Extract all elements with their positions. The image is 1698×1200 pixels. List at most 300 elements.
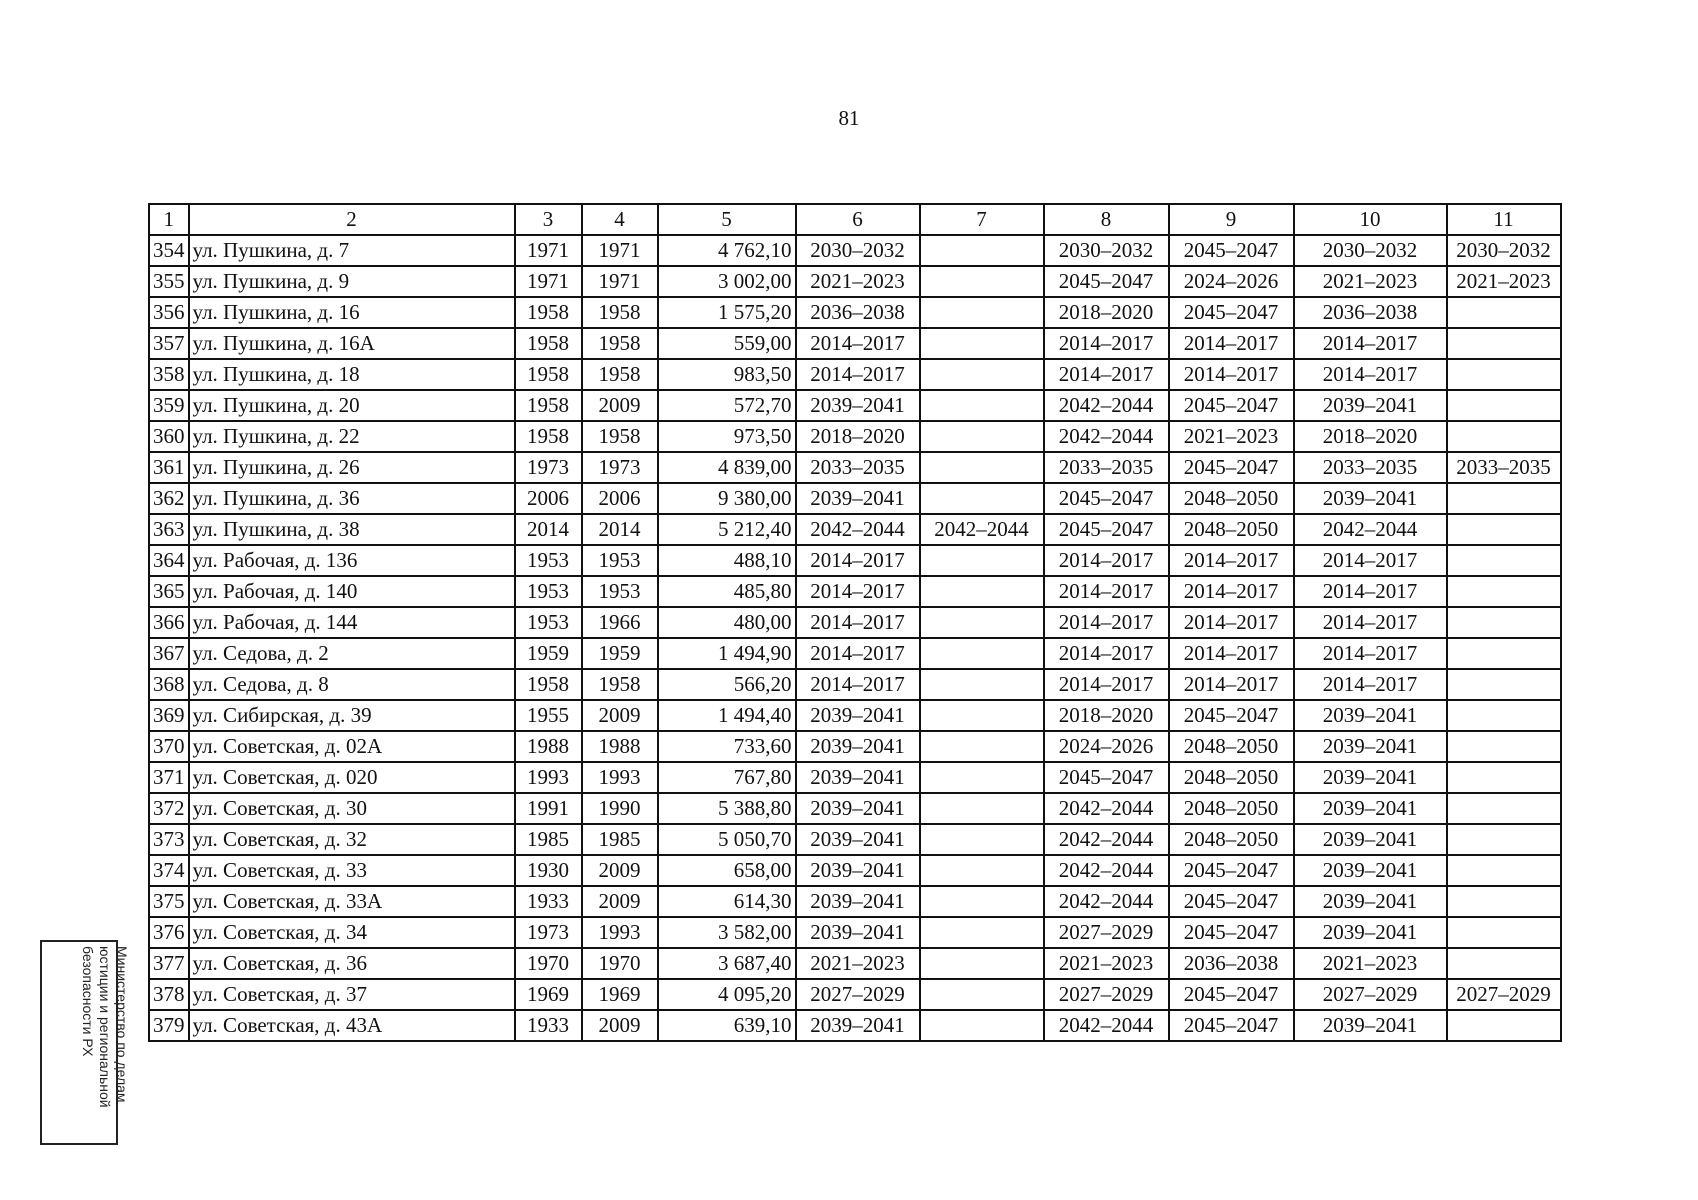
table-cell (920, 297, 1044, 328)
table-cell (1447, 731, 1561, 762)
table-cell: ул. Советская, д. 33 (189, 855, 515, 886)
table-cell: 2045–2047 (1044, 762, 1169, 793)
table-cell (1447, 700, 1561, 731)
table-row (149, 793, 1561, 824)
table-row (149, 514, 1561, 545)
table-cell (920, 917, 1044, 948)
table-cell: 2009 (582, 886, 658, 917)
table-cell: 2014–2017 (1044, 607, 1169, 638)
table-cell: ул. Рабочая, д. 136 (189, 545, 515, 576)
table-cell: 2039–2041 (1294, 700, 1447, 731)
column-header: 1 (149, 204, 189, 235)
table-cell: 2014–2017 (1294, 669, 1447, 700)
table-cell: 2045–2047 (1169, 855, 1294, 886)
table-cell: 2039–2041 (1294, 855, 1447, 886)
table-cell: ул. Пушкина, д. 18 (189, 359, 515, 390)
table-cell: 1953 (515, 576, 582, 607)
table-cell: 2014–2017 (1169, 545, 1294, 576)
table-cell: 370 (149, 731, 189, 762)
table-cell: 369 (149, 700, 189, 731)
table-cell: 5 388,80 (658, 793, 796, 824)
table-cell (1447, 514, 1561, 545)
table-cell: 2014–2017 (1044, 359, 1169, 390)
table-cell: 2045–2047 (1169, 235, 1294, 266)
table-cell: 1933 (515, 886, 582, 917)
table-cell: 1985 (515, 824, 582, 855)
table-cell: 367 (149, 638, 189, 669)
table-row (149, 421, 1561, 452)
table-cell: 2045–2047 (1044, 266, 1169, 297)
table-row (149, 452, 1561, 483)
table-cell: 2048–2050 (1169, 731, 1294, 762)
table-cell: 2045–2047 (1169, 886, 1294, 917)
table-row (149, 297, 1561, 328)
table-cell: 2042–2044 (1044, 1010, 1169, 1041)
table-cell: 2021–2023 (796, 266, 920, 297)
table-cell: 2027–2029 (1447, 979, 1561, 1010)
table-cell: ул. Пушкина, д. 36 (189, 483, 515, 514)
table-cell (1447, 886, 1561, 917)
table-cell: 1958 (515, 297, 582, 328)
table-cell: 2042–2044 (920, 514, 1044, 545)
table-cell (1447, 855, 1561, 886)
table-cell: ул. Пушкина, д. 22 (189, 421, 515, 452)
table-row (149, 1010, 1561, 1041)
table-cell: ул. Советская, д. 32 (189, 824, 515, 855)
table-cell: 1988 (515, 731, 582, 762)
stamp-line-1: Министерство по делам (114, 946, 130, 1103)
table-cell: 2014–2017 (1044, 328, 1169, 359)
table-cell: 362 (149, 483, 189, 514)
table-cell: 1958 (515, 359, 582, 390)
table-cell: 372 (149, 793, 189, 824)
column-header: 9 (1169, 204, 1294, 235)
table-cell: ул. Советская, д. 36 (189, 948, 515, 979)
table-cell: 1991 (515, 793, 582, 824)
table-cell: ул. Сибирская, д. 39 (189, 700, 515, 731)
table-cell: 2014–2017 (1294, 638, 1447, 669)
table-cell: 374 (149, 855, 189, 886)
table-cell: 9 380,00 (658, 483, 796, 514)
table-cell (1447, 328, 1561, 359)
table-cell (1447, 917, 1561, 948)
table-cell: 373 (149, 824, 189, 855)
table-cell: 2039–2041 (796, 886, 920, 917)
table-cell: ул. Пушкина, д. 16А (189, 328, 515, 359)
table-cell (920, 979, 1044, 1010)
table-cell: 2033–2035 (1294, 452, 1447, 483)
table-cell (920, 824, 1044, 855)
table-cell: ул. Советская, д. 37 (189, 979, 515, 1010)
table-cell: 2006 (582, 483, 658, 514)
table-cell: 2039–2041 (796, 390, 920, 421)
table-row (149, 979, 1561, 1010)
table-cell: 2014–2017 (1044, 545, 1169, 576)
table-cell: 2045–2047 (1169, 917, 1294, 948)
table-cell: 2014–2017 (796, 576, 920, 607)
table-cell: 2048–2050 (1169, 824, 1294, 855)
table-cell: 1958 (582, 297, 658, 328)
table-cell: 1988 (582, 731, 658, 762)
table-cell: 2014–2017 (1169, 576, 1294, 607)
table-cell: 2039–2041 (796, 483, 920, 514)
table-cell (1447, 824, 1561, 855)
table-cell: 983,50 (658, 359, 796, 390)
table-cell: 2021–2023 (1447, 266, 1561, 297)
table-cell: 2014–2017 (1294, 576, 1447, 607)
table-cell: 2033–2035 (1447, 452, 1561, 483)
table-cell: 1953 (582, 545, 658, 576)
table-cell: 2042–2044 (796, 514, 920, 545)
table-cell: 572,70 (658, 390, 796, 421)
table-cell: ул. Рабочая, д. 144 (189, 607, 515, 638)
table-cell: 2039–2041 (1294, 917, 1447, 948)
table-cell: 2021–2023 (1294, 266, 1447, 297)
table-cell: 2021–2023 (1044, 948, 1169, 979)
table-cell: 2014–2017 (1044, 638, 1169, 669)
table-cell: 2018–2020 (1294, 421, 1447, 452)
table-cell (1447, 638, 1561, 669)
table-cell: 2039–2041 (796, 917, 920, 948)
table-cell: ул. Советская, д. 34 (189, 917, 515, 948)
table-cell: 2018–2020 (1044, 297, 1169, 328)
table-cell: 2039–2041 (1294, 390, 1447, 421)
table-cell: 1958 (582, 359, 658, 390)
table-cell: 2014–2017 (796, 545, 920, 576)
table-cell: 2014 (582, 514, 658, 545)
table-cell (920, 328, 1044, 359)
table-cell: 2014–2017 (1294, 359, 1447, 390)
table-cell: 488,10 (658, 545, 796, 576)
table-cell: 1958 (582, 669, 658, 700)
table-cell: 1959 (582, 638, 658, 669)
table-cell: 366 (149, 607, 189, 638)
table-cell: 1 575,20 (658, 297, 796, 328)
table-cell: 2033–2035 (796, 452, 920, 483)
table-cell: 1953 (582, 576, 658, 607)
table-cell (1447, 297, 1561, 328)
table-cell: 1985 (582, 824, 658, 855)
table-row (149, 328, 1561, 359)
table-cell (920, 762, 1044, 793)
table-cell: 3 582,00 (658, 917, 796, 948)
table-cell: 2014–2017 (1044, 576, 1169, 607)
table-row (149, 483, 1561, 514)
table-cell: 2014–2017 (796, 607, 920, 638)
table-row (149, 390, 1561, 421)
table-cell (1447, 762, 1561, 793)
table-cell: 2045–2047 (1169, 390, 1294, 421)
table-cell: 2048–2050 (1169, 514, 1294, 545)
table-row (149, 607, 1561, 638)
table-cell: 2021–2023 (796, 948, 920, 979)
table-cell (920, 948, 1044, 979)
table-cell (920, 700, 1044, 731)
table-cell: 973,50 (658, 421, 796, 452)
table-cell: 733,60 (658, 731, 796, 762)
column-header: 7 (920, 204, 1044, 235)
table-cell: 379 (149, 1010, 189, 1041)
column-header: 8 (1044, 204, 1169, 235)
table-cell: ул. Пушкина, д. 9 (189, 266, 515, 297)
table-row (149, 824, 1561, 855)
table-cell: 364 (149, 545, 189, 576)
table-cell: 2030–2032 (796, 235, 920, 266)
table-cell: 559,00 (658, 328, 796, 359)
stamp-line-2: юстиции и региональной (97, 946, 113, 1108)
table-cell: 2027–2029 (1294, 979, 1447, 1010)
table-row (149, 638, 1561, 669)
table-row (149, 669, 1561, 700)
table-cell: 1958 (515, 390, 582, 421)
table-cell (920, 235, 1044, 266)
page-number: 81 (838, 106, 860, 130)
table-cell: 1973 (515, 452, 582, 483)
table-cell: 2042–2044 (1044, 421, 1169, 452)
table-cell: 1958 (582, 421, 658, 452)
table-cell: ул. Седова, д. 8 (189, 669, 515, 700)
table-cell: 1969 (582, 979, 658, 1010)
table-cell: 2042–2044 (1044, 390, 1169, 421)
column-header: 10 (1294, 204, 1447, 235)
table-cell (920, 483, 1044, 514)
table-cell: 2045–2047 (1169, 452, 1294, 483)
table-cell (920, 421, 1044, 452)
column-header: 11 (1447, 204, 1561, 235)
table-cell: 363 (149, 514, 189, 545)
table-cell: 2018–2020 (796, 421, 920, 452)
table-cell: 2039–2041 (1294, 483, 1447, 514)
table-cell: 2048–2050 (1169, 762, 1294, 793)
table-cell: 1958 (582, 328, 658, 359)
column-header: 2 (189, 204, 515, 235)
table-cell: 2048–2050 (1169, 483, 1294, 514)
table-cell: ул. Рабочая, д. 140 (189, 576, 515, 607)
table-cell: 2039–2041 (796, 855, 920, 886)
table-cell (920, 576, 1044, 607)
table-row (149, 917, 1561, 948)
table-cell: 378 (149, 979, 189, 1010)
table-cell: 375 (149, 886, 189, 917)
table-cell: 1973 (515, 917, 582, 948)
table-cell: 356 (149, 297, 189, 328)
table-cell: 2045–2047 (1169, 700, 1294, 731)
table-cell: 1958 (515, 669, 582, 700)
table-cell: 2014–2017 (796, 638, 920, 669)
table-cell: ул. Пушкина, д. 7 (189, 235, 515, 266)
table-cell: 658,00 (658, 855, 796, 886)
table-cell: 360 (149, 421, 189, 452)
table-cell: 2018–2020 (1044, 700, 1169, 731)
table-cell: 1 494,40 (658, 700, 796, 731)
table-cell (920, 669, 1044, 700)
table-cell (1447, 483, 1561, 514)
table-cell (920, 855, 1044, 886)
table-cell: 1930 (515, 855, 582, 886)
table-cell (920, 359, 1044, 390)
table-cell: 2030–2032 (1294, 235, 1447, 266)
table-cell: 480,00 (658, 607, 796, 638)
table-cell: 359 (149, 390, 189, 421)
table-cell: 3 687,40 (658, 948, 796, 979)
table-cell: 2039–2041 (1294, 824, 1447, 855)
table-cell: 1970 (515, 948, 582, 979)
table-cell: 1953 (515, 545, 582, 576)
table-cell: 614,30 (658, 886, 796, 917)
table-cell: 2021–2023 (1169, 421, 1294, 452)
table-cell: 2039–2041 (796, 700, 920, 731)
table-cell: 2039–2041 (1294, 762, 1447, 793)
table-cell: 2014–2017 (1169, 607, 1294, 638)
table-cell: 1971 (515, 235, 582, 266)
table-row (149, 359, 1561, 390)
table-cell: ул. Седова, д. 2 (189, 638, 515, 669)
table-cell: 767,80 (658, 762, 796, 793)
table-row (149, 886, 1561, 917)
stamp-line-3: безопасности РХ (80, 946, 96, 1057)
table-cell: 2039–2041 (1294, 793, 1447, 824)
table-row (149, 731, 1561, 762)
table-cell: 2039–2041 (1294, 1010, 1447, 1041)
table-cell: 4 839,00 (658, 452, 796, 483)
table-cell: ул. Пушкина, д. 26 (189, 452, 515, 483)
table-cell: ул. Пушкина, д. 38 (189, 514, 515, 545)
table-cell: 3 002,00 (658, 266, 796, 297)
table-cell: 2024–2026 (1044, 731, 1169, 762)
table-cell: 361 (149, 452, 189, 483)
table-row (149, 762, 1561, 793)
table-cell: 2042–2044 (1294, 514, 1447, 545)
table-cell: 1990 (582, 793, 658, 824)
table-cell: 1958 (515, 328, 582, 359)
table-cell: 358 (149, 359, 189, 390)
table-cell: 2009 (582, 1010, 658, 1041)
table-cell: 2006 (515, 483, 582, 514)
table-cell (920, 638, 1044, 669)
table-cell: 4 095,20 (658, 979, 796, 1010)
table-cell: ул. Советская, д. 020 (189, 762, 515, 793)
table-cell: 2036–2038 (1169, 948, 1294, 979)
table-cell: 2045–2047 (1169, 297, 1294, 328)
table-row (149, 700, 1561, 731)
table-cell: 355 (149, 266, 189, 297)
table-cell: 365 (149, 576, 189, 607)
table-cell: 1993 (515, 762, 582, 793)
table-cell: ул. Советская, д. 02А (189, 731, 515, 762)
table-cell: 5 212,40 (658, 514, 796, 545)
table-cell: 2039–2041 (796, 1010, 920, 1041)
table-cell: ул. Пушкина, д. 16 (189, 297, 515, 328)
table-cell: 5 050,70 (658, 824, 796, 855)
table-cell: 2045–2047 (1169, 979, 1294, 1010)
column-header: 6 (796, 204, 920, 235)
table-cell: 2036–2038 (1294, 297, 1447, 328)
table-cell: 2014–2017 (796, 328, 920, 359)
table-cell: 1959 (515, 638, 582, 669)
column-header: 3 (515, 204, 582, 235)
table-cell: 1966 (582, 607, 658, 638)
table-cell: 2027–2029 (796, 979, 920, 1010)
table-cell (1447, 359, 1561, 390)
table-cell: 371 (149, 762, 189, 793)
registration-stamp (40, 940, 130, 1145)
table-cell: 2036–2038 (796, 297, 920, 328)
table-cell: ул. Советская, д. 43А (189, 1010, 515, 1041)
table-cell: 2039–2041 (796, 824, 920, 855)
table-cell: 2014–2017 (1294, 545, 1447, 576)
table-cell: 2014–2017 (1294, 607, 1447, 638)
table-cell: 376 (149, 917, 189, 948)
table-cell: ул. Пушкина, д. 20 (189, 390, 515, 421)
table-row (149, 855, 1561, 886)
table-cell: 4 762,10 (658, 235, 796, 266)
table-cell: 2014–2017 (796, 669, 920, 700)
table-cell (1447, 545, 1561, 576)
table-cell (920, 886, 1044, 917)
table-cell: 1953 (515, 607, 582, 638)
table-cell: 2014–2017 (1169, 669, 1294, 700)
table-cell: 2014–2017 (1044, 669, 1169, 700)
table-cell (920, 731, 1044, 762)
table-row (149, 545, 1561, 576)
table-cell: 1993 (582, 762, 658, 793)
table-cell: 2039–2041 (796, 762, 920, 793)
header-row (149, 204, 1561, 235)
table-cell: 2009 (582, 700, 658, 731)
table-cell (920, 607, 1044, 638)
table-cell: 1973 (582, 452, 658, 483)
table-cell: 1993 (582, 917, 658, 948)
column-header: 4 (582, 204, 658, 235)
table-cell: ул. Советская, д. 30 (189, 793, 515, 824)
table-cell (1447, 390, 1561, 421)
table-cell (1447, 576, 1561, 607)
table-cell (920, 1010, 1044, 1041)
table-cell: 368 (149, 669, 189, 700)
table-cell: 1971 (582, 266, 658, 297)
table-cell (1447, 607, 1561, 638)
table-cell: 2048–2050 (1169, 793, 1294, 824)
table-cell: 2030–2032 (1044, 235, 1169, 266)
table-cell: 2009 (582, 855, 658, 886)
table-cell: 2033–2035 (1044, 452, 1169, 483)
table-cell: 2045–2047 (1044, 483, 1169, 514)
table-cell: 1958 (515, 421, 582, 452)
table-cell: ул. Советская, д. 33А (189, 886, 515, 917)
table-cell: 2024–2026 (1169, 266, 1294, 297)
table-cell: 1970 (582, 948, 658, 979)
table-cell: 2039–2041 (796, 793, 920, 824)
table-cell (1447, 669, 1561, 700)
table-cell: 2014 (515, 514, 582, 545)
table-cell: 2030–2032 (1447, 235, 1561, 266)
table-cell: 1969 (515, 979, 582, 1010)
table-cell (1447, 1010, 1561, 1041)
table-cell: 2042–2044 (1044, 824, 1169, 855)
table-cell: 1955 (515, 700, 582, 731)
table-cell (920, 452, 1044, 483)
table-cell: 2009 (582, 390, 658, 421)
table-cell: 2042–2044 (1044, 855, 1169, 886)
table-body (149, 235, 1561, 1041)
table-cell: 2014–2017 (1169, 638, 1294, 669)
table-cell: 2039–2041 (1294, 886, 1447, 917)
table-cell: 2042–2044 (1044, 886, 1169, 917)
table-row (149, 576, 1561, 607)
table-cell: 1 494,90 (658, 638, 796, 669)
table-cell (920, 266, 1044, 297)
table-cell: 2027–2029 (1044, 979, 1169, 1010)
